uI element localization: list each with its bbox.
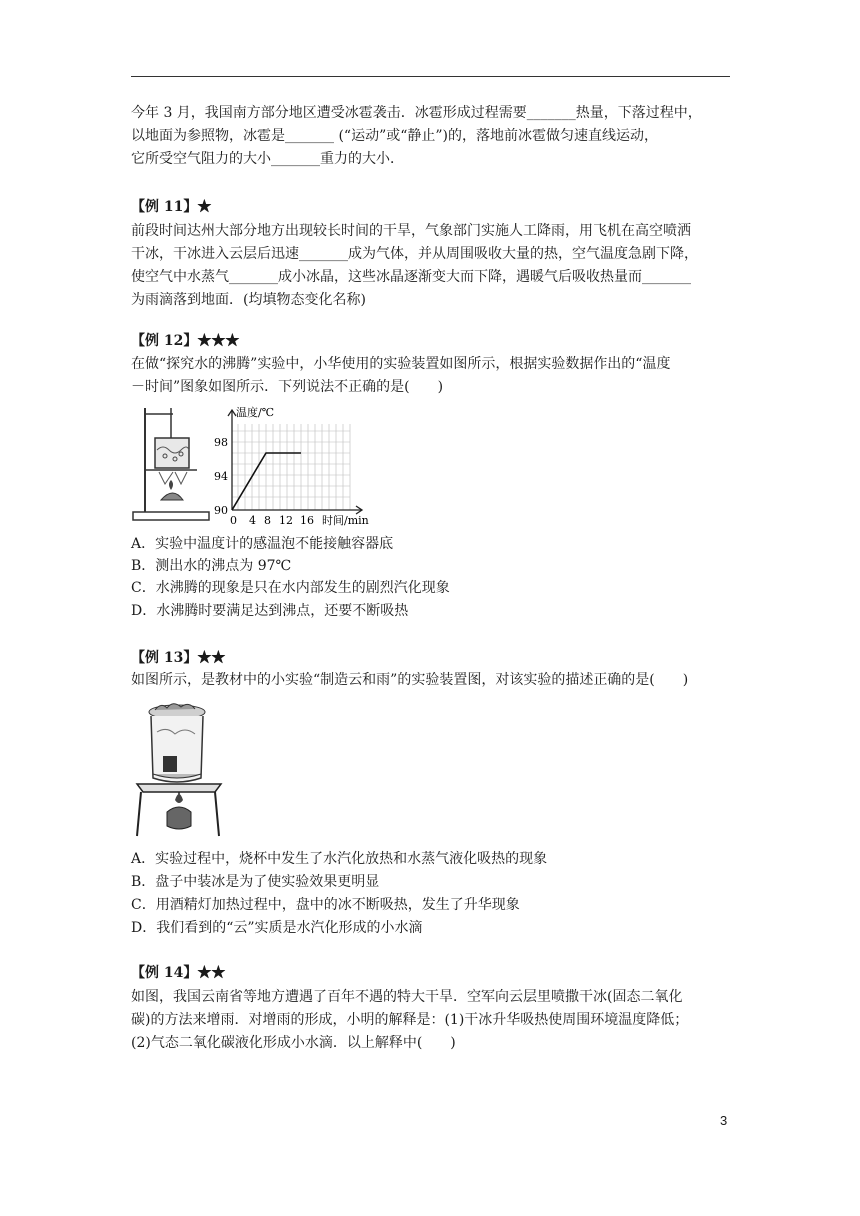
option-c: C．水沸腾的现象是只在水内部发生的剧烈汽化现象 <box>131 580 450 596</box>
x-tick-label: 4 <box>249 514 256 526</box>
text-line: 它所受空气阻力的大小_______重力的大小． <box>131 151 404 167</box>
option-b: B．盘子中装冰是为了使实验效果更明显 <box>131 874 380 890</box>
example-14-text <box>131 986 731 1055</box>
example-14-heading: 【例 14】★★ <box>131 965 226 981</box>
y-tick-label: 98 <box>214 436 228 449</box>
text-line: 以地面为参照物，冰雹是_______ (“运动”或“静止”)的，落地前冰雹做匀速直线运动， <box>131 128 659 144</box>
y-tick-label: 90 <box>214 504 228 517</box>
text-line: 为雨滴落到地面．(均填物态变化名称) <box>131 292 366 308</box>
graph-grid <box>232 424 350 510</box>
example-11-heading: 【例 11】★ <box>131 199 212 215</box>
option-b: B．测出水的沸点为 97℃ <box>131 558 292 574</box>
text-line: 在做“探究水的沸腾”实验中，小华使用的实验装置如图所示，根据实验数据作出的“温度 <box>131 356 671 372</box>
cloud-rain-apparatus-figure <box>131 698 229 838</box>
text-line: 今年 3 月，我国南方部分地区遭受冰雹袭击．冰雹形成过程需要_______热量，下落过程中， <box>131 105 702 121</box>
text-line: 如图，我国云南省等地方遭遇了百年不遇的特大干旱．空军向云层里喷撒干冰(固态二氧化 <box>131 989 683 1005</box>
x-tick-label: 12 <box>279 514 293 526</box>
example-12-heading: 【例 12】★★★ <box>131 333 240 349</box>
text-line: －时间”图象如图所示．下列说法不正确的是( ) <box>131 379 444 395</box>
example-12-text <box>131 353 731 399</box>
header-rule <box>131 76 730 77</box>
temperature-curve <box>232 453 301 510</box>
text-line: (2)气态二氧化碳液化形成小水滴．以上解释中( ) <box>131 1035 456 1051</box>
text-line: 干冰，干冰进入云层后迅速_______成为气体，并从周围吸收大量的热，空气温度急剧下降， <box>131 246 698 262</box>
y-axis-label: 温度/℃ <box>236 406 275 419</box>
text-line: 如图所示，是教材中的小实验“制造云和雨”的实验装置图，对该实验的描述正确的是( ) <box>131 672 689 688</box>
example-11-text <box>131 220 731 312</box>
temperature-time-graph <box>212 404 388 526</box>
page-number: 3 <box>720 1113 728 1128</box>
option-d: D．我们看到的“云”实质是水汽化形成的小水滴 <box>131 920 423 936</box>
text-line: 使空气中水蒸气_______成小冰晶，这些冰晶逐渐变大而下降，遇暖气后吸收热量而_______ <box>131 269 691 285</box>
text-line: 碳)的方法来增雨．对增雨的形成，小明的解释是：(1)干冰升华吸热使周围环境温度降低； <box>131 1012 689 1028</box>
x-tick-label: 0 <box>230 514 237 526</box>
example-13-text <box>131 669 731 692</box>
option-a: A．实验过程中，烧杯中发生了水汽化放热和水蒸气液化吸热的现象 <box>131 851 548 867</box>
x-axis-label: 时间/min <box>322 514 369 526</box>
example-13-heading: 【例 13】★★ <box>131 650 226 666</box>
x-tick-label: 16 <box>300 514 314 526</box>
option-c: C．用酒精灯加热过程中，盘中的冰不断吸热，发生了升华现象 <box>131 897 520 913</box>
intro-paragraph <box>131 102 731 171</box>
text-line: 前段时间达州大部分地方出现较长时间的干旱，气象部门实施人工降雨，用飞机在高空喷洒 <box>131 223 691 239</box>
option-a: A．实验中温度计的感温泡不能接触容器底 <box>131 536 394 552</box>
boiling-apparatus-figure <box>131 404 211 522</box>
x-tick-label: 8 <box>264 514 271 526</box>
y-tick-label: 94 <box>214 470 228 483</box>
option-d: D．水沸腾时要满足达到沸点，还要不断吸热 <box>131 603 409 619</box>
